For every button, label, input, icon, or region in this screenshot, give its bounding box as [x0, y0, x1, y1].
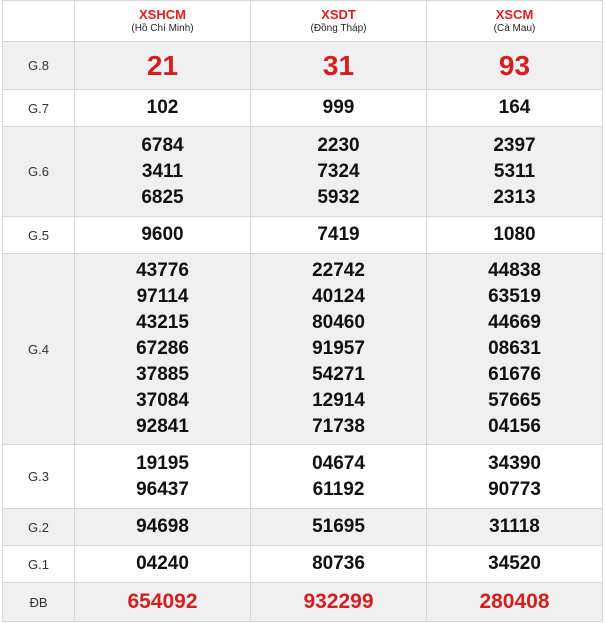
prize-cell: [75, 42, 251, 90]
prize-cell: [427, 90, 603, 127]
prize-number: 61676: [488, 364, 541, 385]
prize-cell: [75, 127, 251, 217]
prize-cell: [251, 42, 427, 90]
prize-number: 654092: [127, 590, 198, 613]
prize-number: 92841: [136, 416, 189, 437]
prize-number: 40124: [312, 286, 365, 307]
prize-cell: [427, 254, 603, 445]
prize-number: 7419: [317, 224, 360, 245]
prize-number: 6784: [141, 134, 184, 156]
prize-row-g8: [3, 42, 603, 90]
prize-number: 43215: [136, 312, 189, 333]
prize-number: 93: [498, 49, 531, 81]
prize-number: 34390: [488, 452, 541, 474]
prize-number: 51695: [312, 516, 365, 537]
prize-label: G.7: [3, 90, 75, 127]
prize-row-special: [3, 583, 603, 622]
prize-number: 1080: [493, 224, 536, 245]
prize-cell: [427, 445, 603, 509]
prize-number: 280408: [479, 590, 550, 613]
prize-cell: [251, 546, 427, 583]
province-code[interactable]: XSDT: [321, 7, 356, 22]
prize-number: 5311: [493, 160, 536, 182]
prize-number: 164: [498, 97, 531, 118]
province-header-cm: [427, 1, 603, 42]
prize-number: 2313: [493, 186, 536, 208]
prize-number: 2230: [317, 134, 360, 156]
prize-cell: [75, 583, 251, 622]
prize-number: 102: [146, 97, 179, 118]
prize-number: 08631: [488, 338, 541, 359]
prize-number: 96437: [136, 478, 189, 500]
province-code[interactable]: XSCM: [495, 7, 534, 22]
prize-label: G.3: [3, 445, 75, 509]
prize-label: G.8: [3, 42, 75, 90]
prize-number: 90773: [488, 478, 541, 500]
prize-number: 22742: [312, 260, 365, 281]
prize-number: 31: [322, 49, 355, 81]
prize-number: 37084: [136, 390, 189, 411]
prize-number: 71738: [312, 416, 365, 437]
prize-label: G.5: [3, 217, 75, 254]
prize-cell: [75, 217, 251, 254]
prize-cell: [427, 42, 603, 90]
prize-number: 61192: [312, 478, 365, 500]
province-header-dt: [251, 1, 427, 42]
province-code[interactable]: XSHCM: [139, 7, 186, 22]
prize-row-g5: [3, 217, 603, 254]
prize-cell: [251, 583, 427, 622]
prize-cell: [427, 546, 603, 583]
prize-number: 91957: [312, 338, 365, 359]
prize-number: 932299: [303, 590, 374, 613]
prize-number: 6825: [141, 186, 184, 208]
prize-cell: [75, 509, 251, 546]
prize-label: G.4: [3, 254, 75, 445]
prize-number: 12914: [312, 390, 365, 411]
prize-cell: [251, 90, 427, 127]
province-name: (Đồng Tháp): [310, 23, 367, 34]
province-name: (Cà Mau): [493, 23, 536, 34]
header-blank-cell: [3, 1, 75, 42]
prize-label: G.1: [3, 546, 75, 583]
prize-label: ĐB: [3, 583, 75, 622]
prize-number: 44669: [488, 312, 541, 333]
prize-cell: [75, 445, 251, 509]
prize-cell: [75, 546, 251, 583]
prize-row-g4: [3, 254, 603, 445]
prize-number: 80736: [312, 553, 365, 574]
prize-number: 44838: [488, 260, 541, 281]
prize-number: 43776: [136, 260, 189, 281]
prize-cell: [251, 509, 427, 546]
prize-cell: [427, 583, 603, 622]
province-name: (Hồ Chí Minh): [131, 23, 194, 34]
prize-label: G.6: [3, 127, 75, 217]
prize-row-g7: [3, 90, 603, 127]
prize-number: 999: [322, 97, 355, 118]
prize-cell: [251, 254, 427, 445]
prize-number: 04156: [488, 416, 541, 437]
prize-number: 7324: [317, 160, 360, 182]
header-row: [3, 1, 603, 42]
prize-cell: [427, 127, 603, 217]
prize-number: 5932: [317, 186, 360, 208]
prize-number: 3411: [141, 160, 184, 182]
prize-number: 63519: [488, 286, 541, 307]
prize-cell: [75, 90, 251, 127]
prize-number: 04674: [312, 452, 365, 474]
prize-number: 57665: [488, 390, 541, 411]
prize-number: 37885: [136, 364, 189, 385]
prize-row-g6: [3, 127, 603, 217]
prize-cell: [427, 509, 603, 546]
lottery-results-table: [2, 0, 603, 622]
prize-label: G.2: [3, 509, 75, 546]
prize-cell: [427, 217, 603, 254]
prize-row-g2: [3, 509, 603, 546]
prize-row-g1: [3, 546, 603, 583]
prize-cell: [75, 254, 251, 445]
prize-cell: [251, 217, 427, 254]
prize-number: 31118: [489, 516, 540, 537]
prize-number: 80460: [312, 312, 365, 333]
province-header-hcm: [75, 1, 251, 42]
prize-row-g3: [3, 445, 603, 509]
prize-cell: [251, 445, 427, 509]
prize-number: 54271: [312, 364, 365, 385]
prize-number: 2397: [493, 134, 536, 156]
prize-number: 97114: [136, 286, 189, 307]
prize-number: 67286: [136, 338, 189, 359]
prize-cell: [251, 127, 427, 217]
prize-number: 04240: [136, 553, 189, 574]
prize-number: 9600: [141, 224, 184, 245]
prize-number: 34520: [488, 553, 541, 574]
prize-number: 94698: [136, 516, 189, 537]
prize-number: 19195: [136, 452, 189, 474]
prize-number: 21: [146, 49, 179, 81]
